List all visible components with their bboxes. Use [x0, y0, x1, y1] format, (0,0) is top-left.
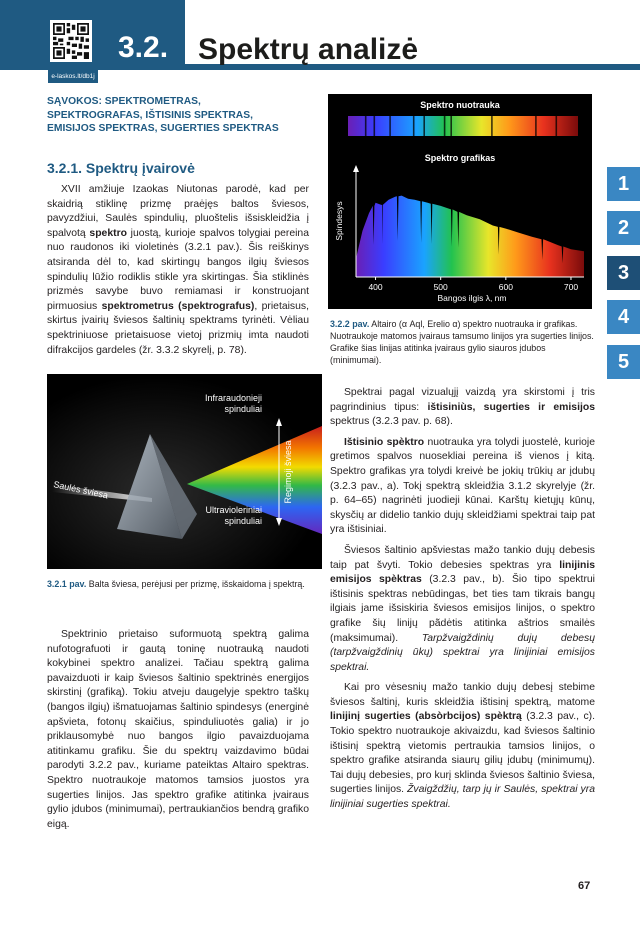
right-text — [330, 386, 595, 819]
label-infrared-line1: Infraraudonieji — [204, 393, 262, 403]
x-axis-label: Bangos ilgis λ, nm — [437, 293, 507, 303]
chapter-tab-2[interactable]: 2 — [607, 211, 640, 245]
paragraph: XVII amžiuje Izaokas Niutonas parodė, kad per skaidrią stiklinę prizmę praėjęs baltos šviesos, pavyzdžiui, Saulės spindulių, pluoštelis išsiskleidžia į spalvotą spektro juostą, kurioje spalvos tolygiai pereina nuo raudonos iki violetinės (3.2.1 pav.). Šis reiškinys atsiranda dėl to, kad skirtingų bangos ilgių šviesos spindulių lūžio rodiklis stikle yra skirtingas. Šia stiklinės prizmės savybe buvo remiamasi ir konstruojant pirmuosius spektrometrus (spektrografus), prietaisus, skirtus įvairių šviesos šaltinių spektrams tyrinėti. Vėliau spektriniuose prietaisuose vietoj prizmių imta naudoti difrakcijos gardeles (žr. 3.3.2 skyrelį, p. 78). — [47, 184, 309, 356]
x-tick-label: 500 — [433, 282, 448, 292]
chapter-tab-5[interactable]: 5 — [607, 345, 640, 379]
left-text-top — [47, 183, 309, 364]
x-tick-label: 400 — [368, 282, 383, 292]
chapter-tab-1[interactable]: 1 — [607, 167, 640, 201]
chapter-tab-4[interactable]: 4 — [607, 300, 640, 334]
spectrum-area — [356, 174, 584, 277]
label-visible-light: Regimoji šviesa — [283, 440, 293, 504]
paragraph: Spektrinio prietaiso suformuotą spektrą galima nufotografuoti ir gautą toninę nuotrauką naudoti kokybinei spektro analizei. Tačiau spektrą galima pavaizduoti ir kaip šviesos šaltinio spektrinės energijos skirstinį (grafiką). Tokiu atveju daugelyje spektro taškų (bangos ilgių) išmatuojamas šaltinio spindesys (energinė apšvieta, fotonų skaičius, spinduliuotės galia) ir jo priklausomybė nuo bangos ilgio pavaizduojama atitinkamu grafiku. Šie du spektrų vaizdavimo būdai parodyti 3.2.2 pav., kuriame pateiktas Altairo spektras. Spektro nuotraukoje matomos tamsios juostos yra sugerties linijos. Jas spektro grafike atitinka įvairaus gylio įdubos (minimumai), pertraukiančios bendrą grafiko eigą. — [47, 629, 309, 830]
absorption-line — [365, 116, 367, 136]
section-number: 3.2. — [118, 31, 169, 64]
qr-url[interactable]: e-laskos.lt/db1j — [48, 70, 98, 83]
qr-code-icon[interactable] — [50, 20, 92, 62]
page-title: Spektrų analizė — [198, 33, 419, 66]
paragraph: Kai pro vėsesnių mažo tankio dujų debesį stebime šviesos šaltinį, kuris skleidžia ištisinį spektrą, matome linijinį sugerties (absòrbcijos) spèktrą (3.2.3 pav., c). Tokio spektro nuotraukoje akivaizdu, kad šviesos šaltinio ištisinį spektrą vietomis pertraukia tamsios linijos, o spektro grafike atsiranda siaurų gilių įdubų (minimumų). Tai dujų debesies, pro kurį sklinda šviesos šaltinio šviesa, sugerties linijos. Žvaigždžių, tarp jų ir Saulės, spektrai yra linijiniai sugerties spektrai. — [330, 682, 595, 811]
figure2-caption: 3.2.2 pav. Altairo (α Aql, Erelio α) spektro nuotrauka ir grafikas. Nuotraukoje matomos įvairaus tamsumo linijos yra sugerties linijos. Grafike šias linijas atitinka įvairaus gylio siauros įdubos (minimumai). — [330, 319, 594, 365]
paragraph: Šviesos šaltinio apšviestas mažo tankio dujų debesis taip pat švyti. Tokio debesies spektras yra linijinis emisijos spèktras (3.2.3 pav., b). Šio tipo spektrui ištisinis spektras nebūdingas, bet ties tam tikrais bangų ilgiais jame išsiskiria šviesos emisijos linijos, o spektro grafike šių linijų pãdėtis atitinka aštrios smailės (maksimumai). Tarpžvaigždinių dujų debesų (tarpžvaigždinių ūkų) spektrai yra linijiniai emisijos spektrai. — [330, 544, 595, 673]
chapter-tab-3[interactable]: 3 — [607, 256, 640, 290]
label-sunlight: Saulės šviesa — [52, 479, 109, 501]
figure1-caption: 3.2.1 pav. Balta šviesa, perėjusi per prizmę, išskaidoma į spektrą. — [47, 579, 305, 589]
absorption-line — [450, 116, 452, 136]
absorption-line — [374, 116, 376, 136]
spectrum-figure — [328, 94, 592, 309]
left-text-bottom — [47, 628, 309, 838]
concepts-box: SĄVOKOS: SPEKTROMETRAS, SPEKTROGRAFAS, IŠTISINIS SPEKTRAS, EMISIJOS SPEKTRAS, SUGERTIES SPEKTRAS — [47, 96, 279, 134]
spectrum-graph-title: Spektro grafikas — [424, 153, 496, 163]
label-infrared-line2: spinduliai — [224, 404, 262, 414]
page-number: 67 — [578, 880, 591, 892]
paragraph: Ištisinio spèktro nuotrauka yra tolydi juostelė, kurioje gretimos spalvos nuosekliai pereina iš vienos į kitą. Spektro grafikas yra tolydi kreivė be jokių trūkių ar įdubų (3.2.3 pav., a). Tokį spektrą skleidžia 3.1.2 skyrelyje (žr. p. 64–65) nagrinėti juodieji kūnai. Karštų kietųjų kūnų, skysčių ar didelio tankio dujų skleidžiami spektrai taip pat yra ištisiniai. — [330, 436, 595, 536]
label-uv-line2: spinduliai — [224, 516, 262, 526]
spectrum-photo-title: Spektro nuotrauka — [420, 100, 500, 110]
label-uv-line1: Ultravioleriniai — [205, 505, 262, 515]
y-axis-arrow — [353, 165, 359, 172]
absorption-line — [444, 116, 446, 136]
absorption-line — [413, 116, 415, 136]
y-axis-label: Spindesys — [334, 201, 344, 241]
prism-figure — [47, 374, 322, 569]
absorption-line — [423, 116, 425, 136]
absorption-line — [556, 116, 558, 136]
absorption-line — [491, 116, 493, 136]
paragraph: Spektrai pagal vizualųjį vaizdą yra skirstomi į tris pagrindinius tipus: ištisiniùs, sugerties ir emisijos spektrus (3.2.3 pav. p. 68). — [330, 387, 595, 428]
absorption-line — [389, 116, 391, 136]
x-tick-label: 600 — [498, 282, 513, 292]
spectrum-photo-strip — [348, 116, 578, 136]
x-tick-label: 700 — [563, 282, 579, 292]
absorption-line — [535, 116, 537, 136]
subsection-title: 3.2.1. Spektrų įvairovė — [47, 160, 195, 176]
